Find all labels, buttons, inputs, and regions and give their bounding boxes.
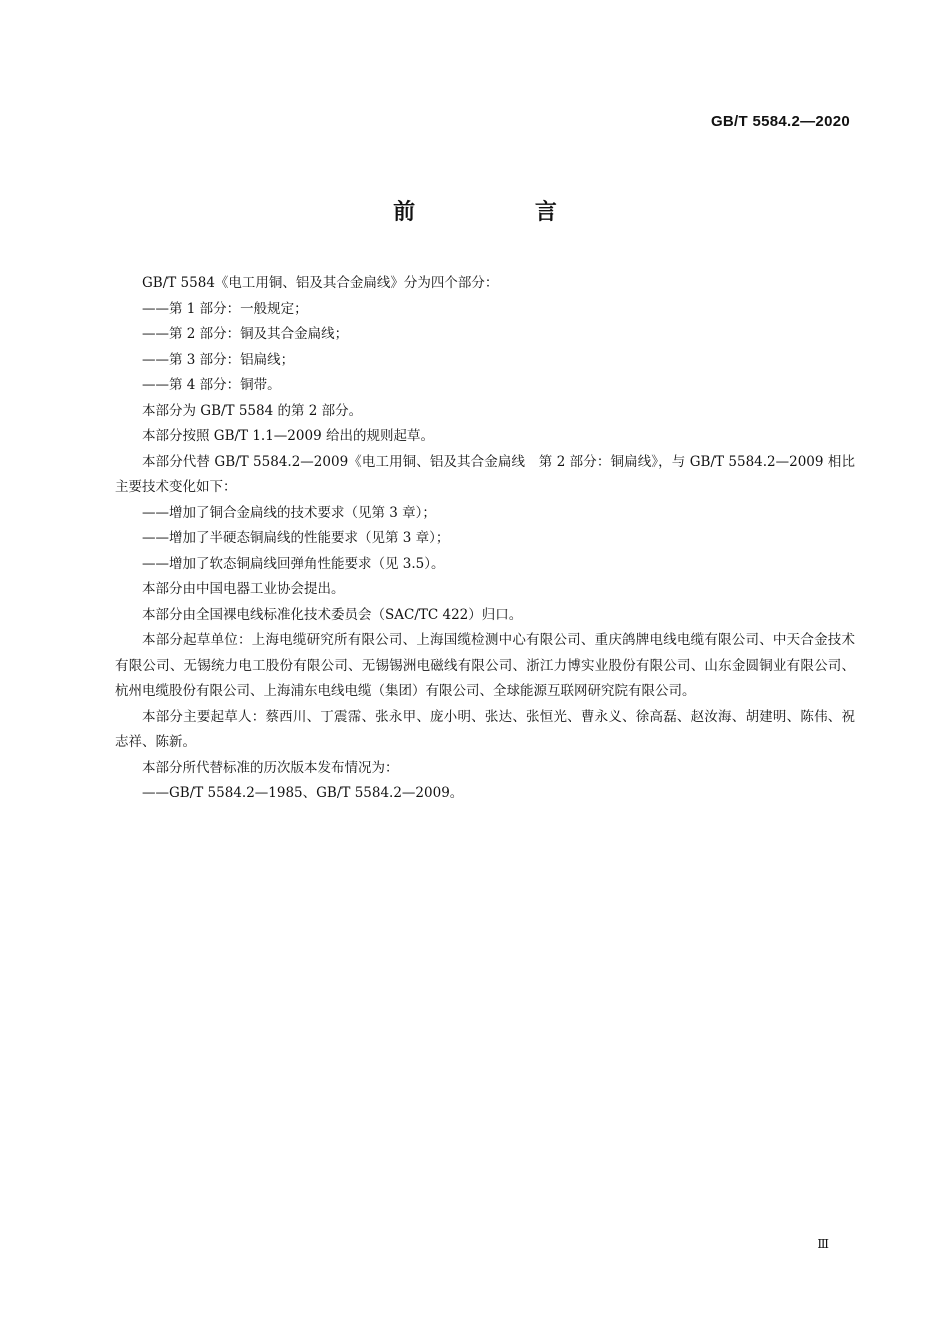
- paragraph-replaces: 本部分代替 GB/T 5584.2—2009《电工用铜、铝及其合金扁线 第 2 部分：铜扁线》，与 GB/T 5584.2—2009 相比主要技术变化如下：: [115, 453, 855, 495]
- paragraph-this-part: 本部分为 GB/T 5584 的第 2 部分。: [142, 402, 363, 419]
- paragraph-drafting-units: 本部分起草单位：上海电缆研究所有限公司、上海国缆检测中心有限公司、重庆鸽牌电线电缆有限公司、中天合金技术有限公司、无锡统力电工股份有限公司、无锡锡洲电磁线有限公司、浙江力博实业股份有限公司、山东金圆铜业有限公司、杭州电缆股份有限公司、上海浦东电线电缆（集团）有限公司、全球能源互联网研究院有限公司。: [115, 632, 855, 699]
- standard-code: GB/T 5584.2—2020: [710, 113, 850, 130]
- paragraph-intro: GB/T 5584《电工用铜、铝及其合金扁线》分为四个部分：: [142, 275, 499, 291]
- list-item-change-1: ——增加了铜合金扁线的技术要求（见第 3 章）；: [142, 504, 436, 521]
- list-item-change-2: ——增加了半硬态铜扁线的性能要求（见第 3 章）；: [142, 530, 450, 546]
- paragraph-proposed-by: 本部分由中国电器工业协会提出。: [142, 581, 345, 597]
- list-item-part-3: ——第 3 部分：铝扁线；: [142, 351, 295, 368]
- paragraph-history: 本部分所代替标准的历次版本发布情况为：: [142, 759, 399, 776]
- paragraph-managed-by: 本部分由全国裸电线标准化技术委员会（SAC/TC 422）归口。: [142, 606, 523, 623]
- page-title: 前 言: [393, 200, 613, 225]
- paragraph-drafters: 本部分主要起草人：蔡西川、丁震霈、张永甲、庞小明、张达、张恒光、曹永义、徐高磊、赵汝海、胡建明、陈伟、祝志祥、陈新。: [115, 708, 855, 750]
- list-item-history: ——GB/T 5584.2—1985、GB/T 5584.2—2009。: [142, 785, 464, 801]
- list-item-part-2: ——第 2 部分：铜及其合金扁线；: [142, 326, 349, 342]
- list-item-change-3: ——增加了软态铜扁线回弹角性能要求（见 3.5）。: [142, 555, 445, 572]
- document-body: [115, 271, 855, 807]
- page-number: Ⅲ: [817, 1237, 829, 1251]
- paragraph-drafting-rules: 本部分按照 GB/T 1.1—2009 给出的规则起草。: [142, 428, 434, 444]
- list-item-part-1: ——第 1 部分：一般规定；: [142, 300, 308, 317]
- list-item-part-4: ——第 4 部分：铜带。: [142, 377, 281, 393]
